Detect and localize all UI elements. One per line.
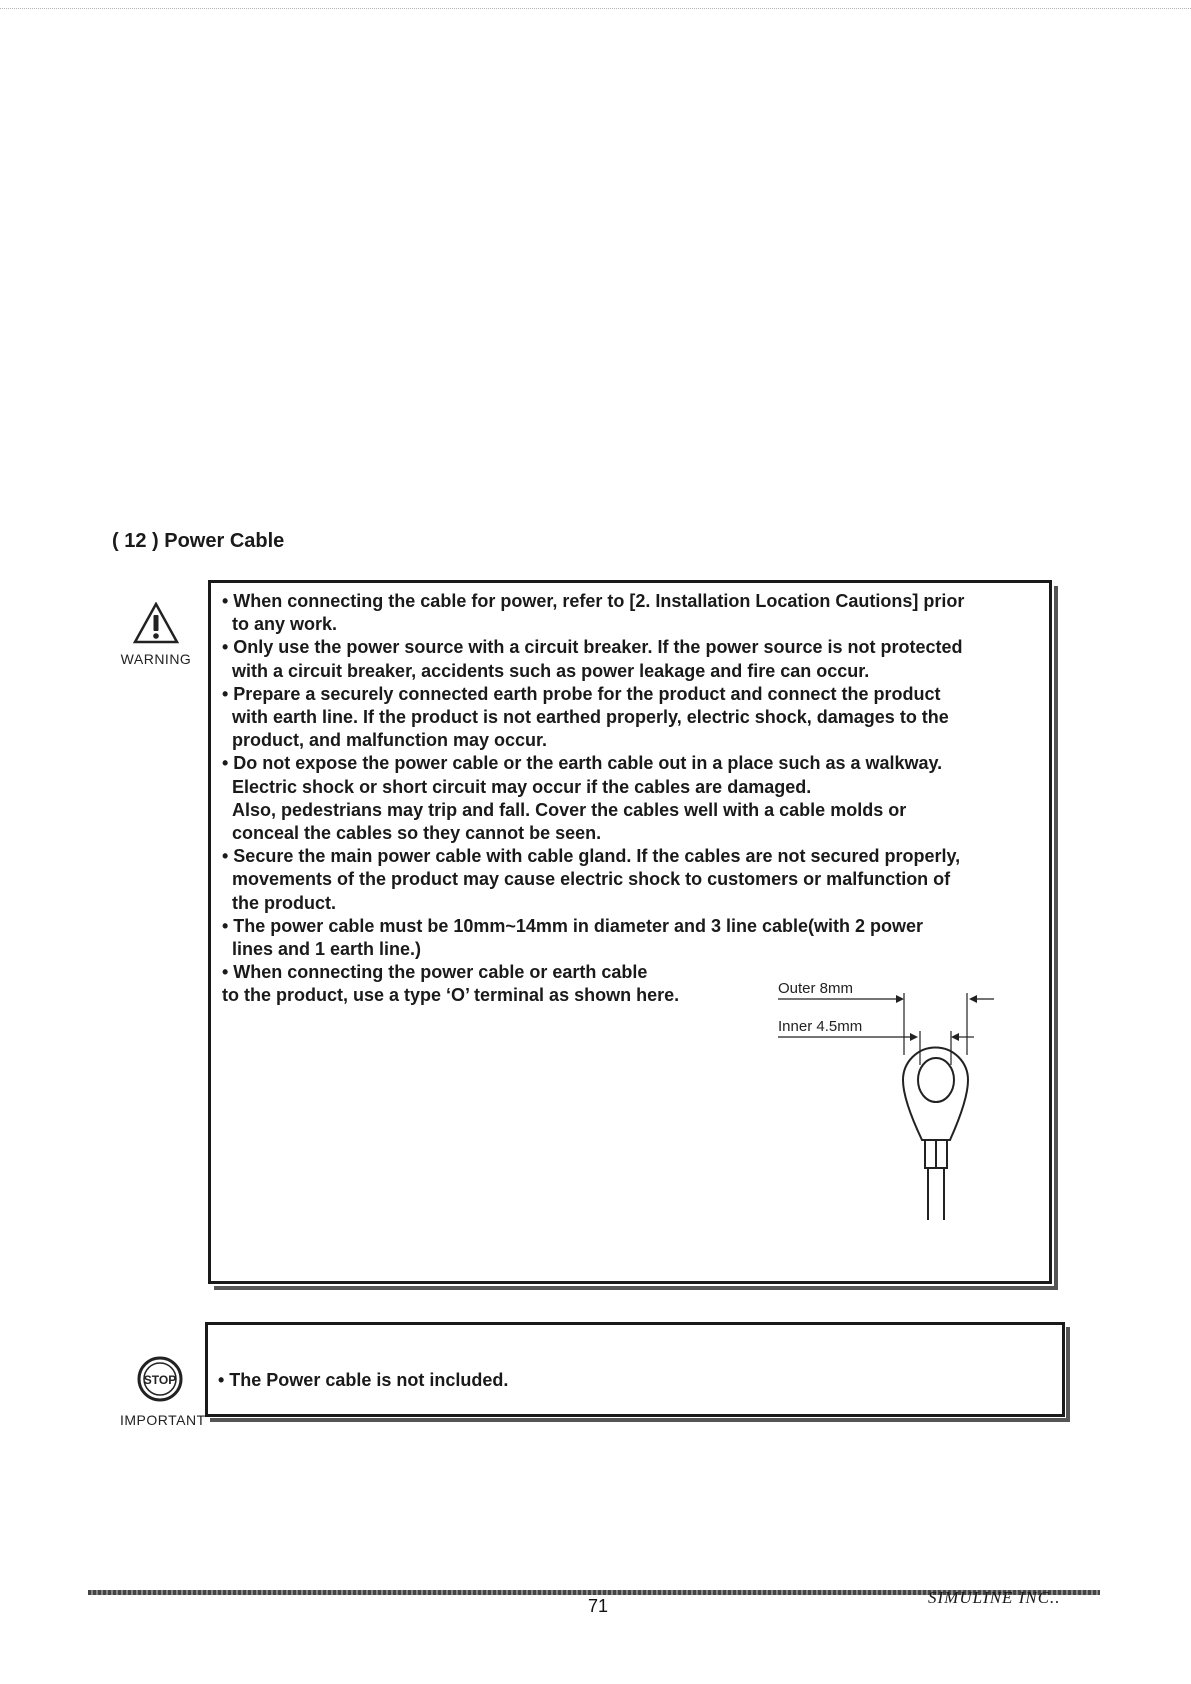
warning-line: with earth line. If the product is not earthed properly, electric shock, damages to the	[232, 707, 949, 728]
warning-line: Electric shock or short circuit may occur if the cables are damaged.	[232, 776, 812, 797]
warning-line: Also, pedestrians may trip and fall. Cover the cables well with a cable molds or	[232, 799, 907, 820]
warning-line: the product.	[232, 892, 336, 913]
warning-line: product, and malfunction may occur.	[232, 730, 548, 751]
company-name: SIMULINE INC..	[928, 1588, 1061, 1607]
warning-line: • Secure the main power cable with cable gland. If the cables are not secured properly,	[222, 846, 961, 867]
important-block-icon	[120, 1355, 206, 1428]
important-note: • The Power cable is not included.	[218, 1370, 509, 1390]
o-terminal-diagram	[770, 975, 1040, 1255]
warning-line: with a circuit breaker, accidents such as power leakage and fire can occur.	[232, 660, 870, 681]
stop-sign-text: STOP	[143, 1373, 177, 1387]
inner-diameter-label: Inner 4.5mm	[778, 1018, 863, 1035]
warning-line: • Prepare a securely connected earth probe for the product and connect the product	[222, 683, 941, 704]
section-title: ( 12 ) Power Cable	[112, 530, 285, 552]
warning-line: to any work.	[232, 614, 338, 635]
warning-label: WARNING	[120, 651, 192, 667]
warning-line: • Do not expose the power cable or the earth cable out in a place such as a walkway.	[222, 753, 943, 774]
warning-line: to the product, use a type ‘O’ terminal as shown here.	[222, 985, 680, 1006]
warning-line: • Only use the power source with a circuit breaker. If the power source is not protected	[222, 637, 963, 658]
stop-sign-icon	[136, 1355, 184, 1403]
important-label: IMPORTANT	[120, 1412, 206, 1428]
warning-line: • The power cable must be 10mm~14mm in diameter and 3 line cable(with 2 power	[222, 915, 924, 936]
warning-line: conceal the cables so they cannot be seen.	[232, 823, 602, 844]
warning-line: • When connecting the cable for power, refer to [2. Installation Location Cautions] prior	[222, 591, 965, 611]
warning-line: movements of the product may cause electric shock to customers or malfunction of	[232, 869, 951, 890]
outer-diameter-label: Outer 8mm	[778, 980, 854, 997]
warning-line: • When connecting the power cable or earth cable	[222, 962, 648, 983]
warning-line: lines and 1 earth line.)	[232, 939, 422, 960]
warning-block-icon	[118, 602, 194, 667]
scan-artifact-line	[0, 8, 1191, 9]
warning-triangle-icon	[133, 602, 179, 644]
page-number: 71	[588, 1596, 609, 1616]
warning-text	[222, 590, 1050, 1008]
